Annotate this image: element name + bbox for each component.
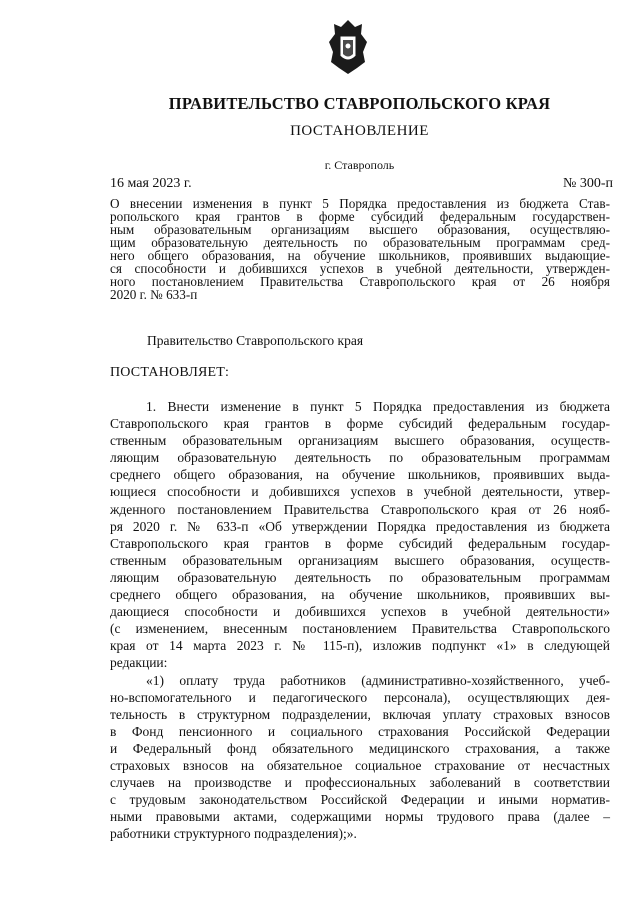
body-line: Ставропольского края грантов в форме субсидий федеральным государ- [110,416,610,432]
body-line: среднего общего образования, на обучение школьников, проявивших выда- [110,467,610,483]
document-heading [110,197,610,301]
body-line: (с изменением, внесенным постановлением Правительства Ставропольского [110,621,610,637]
body-line: ляющим образовательную деятельность по образовательным программам [110,569,610,585]
body-line: ными правовыми актами, содержащими нормы трудового права (далее – [110,809,610,825]
heading-line: 2020 г. № 633-п [110,287,198,302]
heading-line: О внесении изменения в пункт 5 Порядка предоставления из бюджета Став- [110,196,610,211]
body-line: случаев на производстве и профессиональных заболеваний в соответствии [110,775,610,791]
heading-line: ным образовательным организациям высшего образования, осуществляю- [110,222,610,237]
body-line: края от 14 марта 2023 г. № 115-п), изложив подпункт «1» в следующей [110,638,610,654]
body-line: 1. Внести изменение в пункт 5 Порядка предоставления из бюджета [146,399,610,414]
stavropol-coat-of-arms-icon [325,18,371,76]
body-line: «1) оплату труда работников (административно-хозяйственного, учеб- [146,672,610,688]
city-label: г. Ставрополь [324,158,395,172]
heading-line: ся способности и добившихся успехов в учебной деятельности, утвержден- [110,261,610,276]
body-line: работники структурного подразделения);». [110,826,357,842]
government-name: Правительство Ставропольского края [147,333,364,348]
paragraph-1 [110,398,610,672]
heading-line: ного постановлением Правительства Ставропольского края от 26 ноября [110,274,610,289]
body-line: жденного постановлением Правительства Ставропольского края от 26 нояб- [110,501,610,517]
body-line: с трудовым законодательством Российской Федерации и иными норматив- [110,792,610,808]
body-line: тельность в структурном подразделении, включая уплату страховых взносов [110,706,610,722]
body-line: ляющим образовательную деятельность по образовательным программам [110,450,610,466]
heading-line: него общего образования, на обучение школьников, проявивших выдающие- [110,248,610,263]
document-date: 16 мая 2023 г. [110,176,192,191]
document-number: № 300-п [562,176,613,191]
body-line: среднего общего образования, на обучение школьников, проявивших вы- [110,587,610,603]
body-line: ственным образовательным организациям высшего образования, осуществ- [110,433,610,449]
paragraph-2 [110,672,610,843]
body-line: страховых взносов на обязательное социальное страхование от несчастных [110,757,610,773]
body-line: в Фонд пенсионного и социального страхования Российской Федерации [110,723,610,739]
document-body [110,398,610,842]
resolves-label: ПОСТАНОВЛЯЕТ: [110,365,230,380]
heading-line: щим образовательную деятельность по образовательным программам сред- [110,235,610,250]
body-line: но-вспомогательного и педагогического персонала), осуществляющих дея- [110,689,610,705]
body-line: и Федеральный фонд обязательного медицинского страхования, а также [110,740,610,756]
body-line: Ставропольского края грантов в форме субсидий федеральным государ- [110,535,610,551]
document-type: ПОСТАНОВЛЕНИЕ [290,123,429,139]
body-line: ющиеся способности и добившихся успехов в учебной деятельности, утвер- [110,484,610,500]
heading-line: ропольского края грантов в форме субсидий федеральным государствен- [110,209,610,224]
body-line: дающиеся способности и добившихся успехов в учебной деятельности» [110,604,610,620]
body-line: ственным образовательным организациям высшего образования, осуществ- [110,552,610,568]
page-title: ПРАВИТЕЛЬСТВО СТАВРОПОЛЬСКОГО КРАЯ [168,94,551,113]
body-line: редакции: [110,655,168,671]
body-line: ря 2020 г. № 633-п «Об утверждении Порядка предоставления из бюджета [110,518,610,534]
